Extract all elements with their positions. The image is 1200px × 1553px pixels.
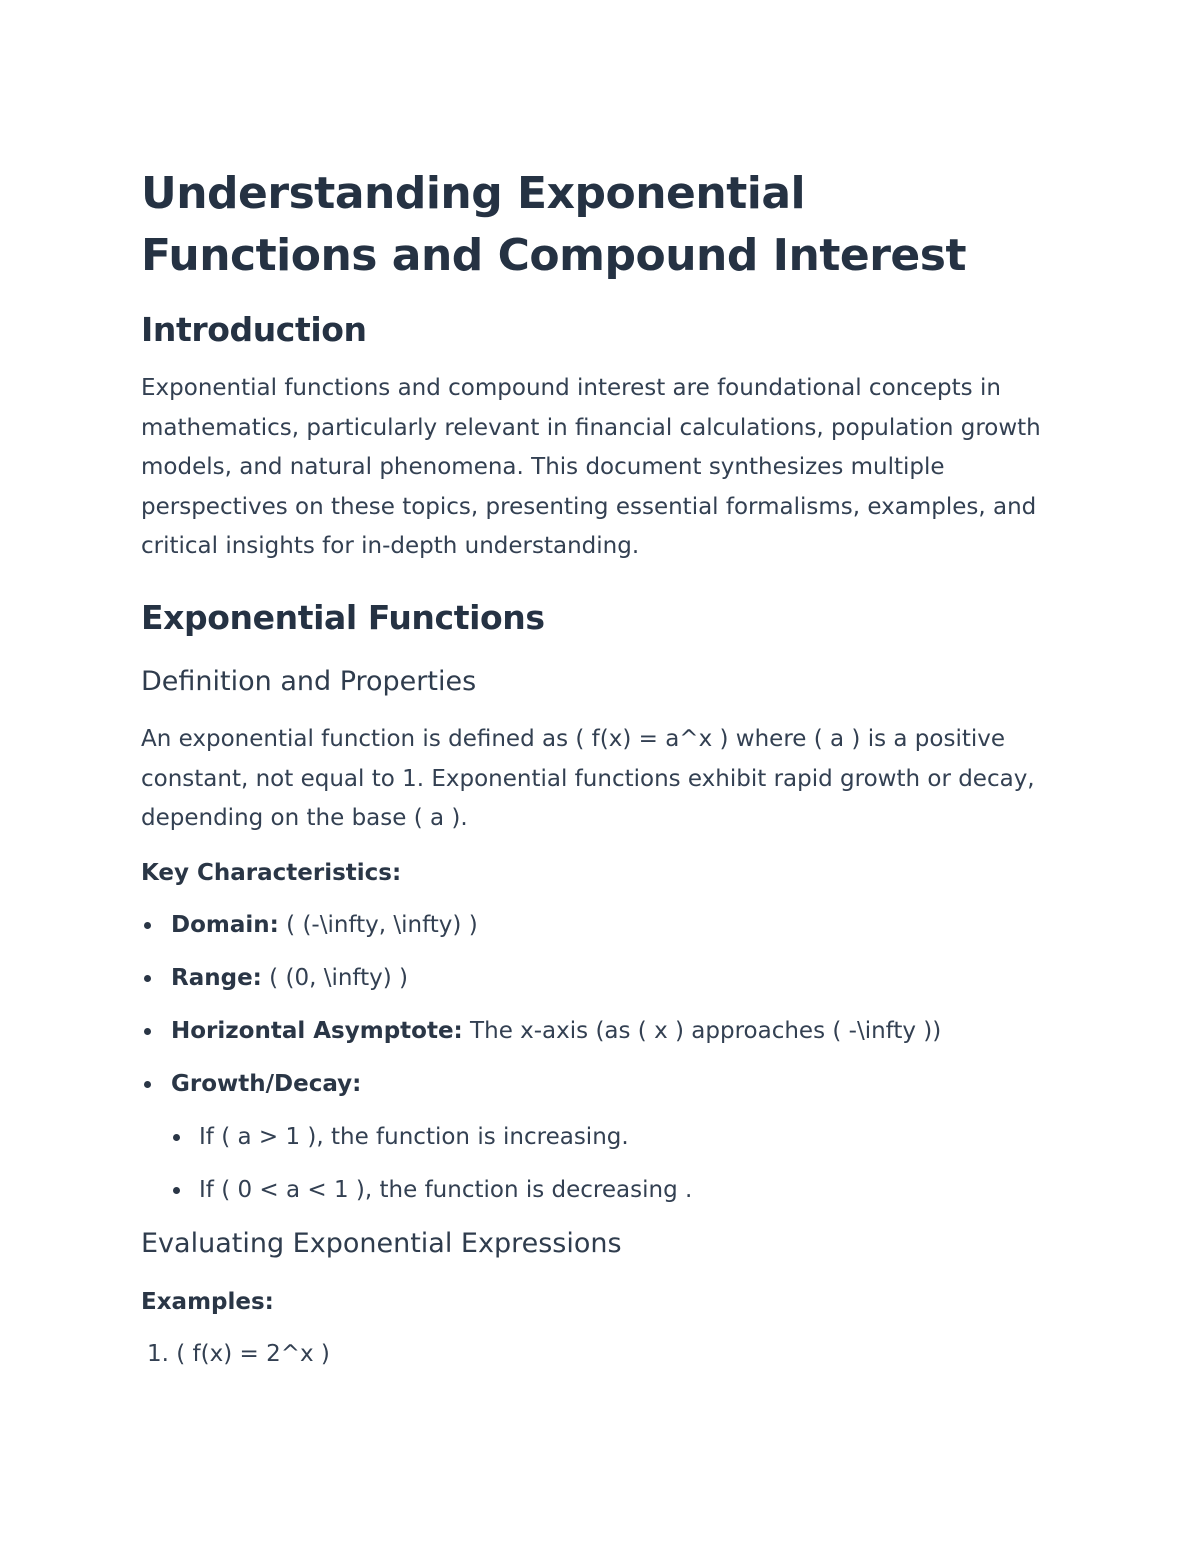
asymptote-value: The x-axis (as ( x ) approaches ( -\infty )) — [462, 1017, 942, 1044]
list-item — [141, 907, 1071, 943]
list-item: 1. ( f(x) = 2^x ) — [147, 1340, 330, 1367]
document-page — [141, 163, 1071, 1372]
definition-heading: Definition and Properties — [141, 665, 477, 697]
evaluating-heading: Evaluating Exponential Expressions — [141, 1227, 622, 1259]
list-item: If ( a > 1 ), the function is increasing. — [141, 1119, 1071, 1155]
list-item — [141, 1013, 1071, 1049]
list-item: If ( 0 < a < 1 ), the function is decreasing . — [141, 1172, 1071, 1208]
asymptote-label: Horizontal Asymptote: — [171, 1017, 463, 1044]
intro-heading: Introduction — [141, 310, 367, 349]
intro-paragraph: Exponential functions and compound interest are foundational concepts in mathematics, particularly relevant in financial calculations, population growth models, and natural phenomena. This document synthesizes multiple perspectives on these topics, presenting essential formalisms, examples, and critical insights for in-depth understanding. — [141, 375, 1041, 560]
document-title: Understanding Exponential Functions and Compound Interest — [141, 168, 966, 281]
growth-decay-sublist — [141, 1119, 1071, 1208]
definition-paragraph: An exponential function is defined as ( f(x) = a^x ) where ( a ) is a positive constant, not equal to 1. Exponential functions exhibit rapid growth or decay, depending on the base ( a ). — [141, 725, 1035, 832]
domain-label: Domain: — [171, 911, 279, 938]
range-value: ( (0, \infty) ) — [261, 964, 408, 991]
growth-decay-label: Growth/Decay: — [171, 1070, 362, 1097]
range-label: Range: — [171, 964, 262, 991]
examples-list — [141, 1336, 1071, 1372]
exponential-heading: Exponential Functions — [141, 597, 545, 637]
examples-label: Examples: — [141, 1288, 274, 1315]
domain-value: ( (-\infty, \infty) ) — [278, 911, 478, 938]
list-item — [141, 1066, 1071, 1102]
characteristics-list — [141, 907, 1071, 1102]
list-item — [141, 960, 1071, 996]
key-characteristics-label: Key Characteristics: — [141, 859, 402, 886]
